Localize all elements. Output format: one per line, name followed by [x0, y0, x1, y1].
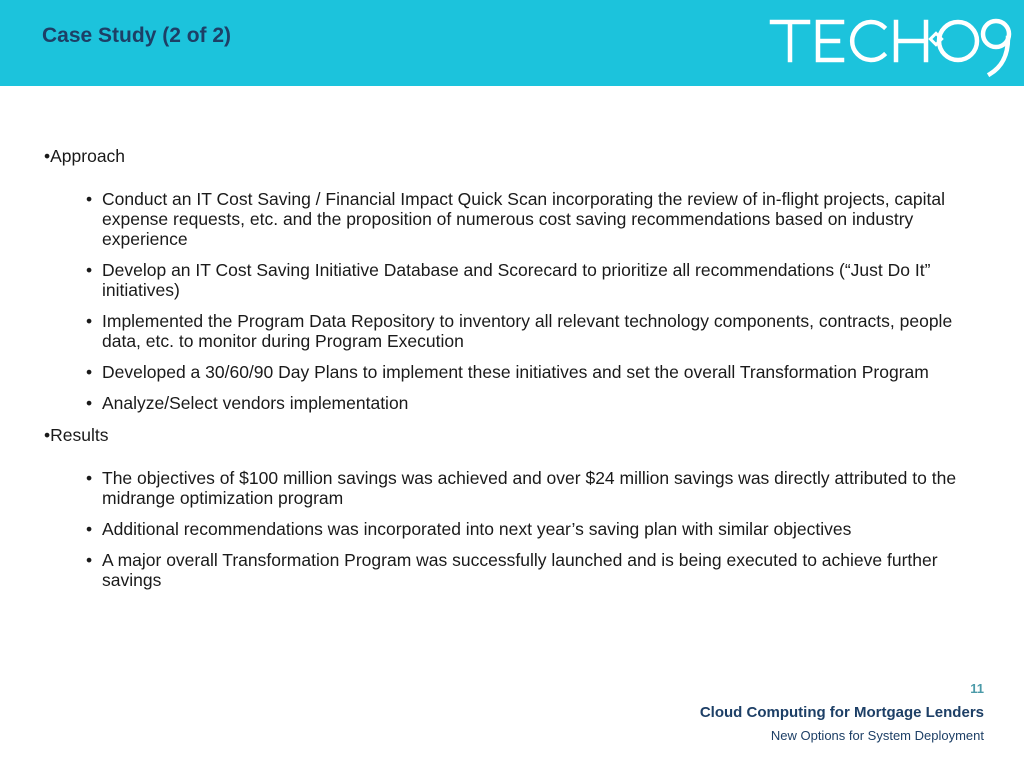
list-item-text: Implemented the Program Data Repository to inventory all relevant technology components, contracts, people data, etc. to monitor during Program Execution	[102, 311, 953, 351]
bullet-icon: •	[86, 468, 93, 488]
slide-content	[44, 146, 984, 601]
section-heading-results: •Results	[44, 425, 109, 445]
list-item	[44, 468, 984, 508]
list-item-text: Additional recommendations was incorporated into next year’s saving plan with similar objectives	[102, 519, 852, 539]
section-heading-approach: •Approach	[44, 146, 126, 166]
header-bar	[0, 0, 1024, 86]
bullet-icon: •	[86, 260, 93, 280]
footer-subtitle: New Options for System Deployment	[770, 728, 984, 743]
list-item	[44, 189, 984, 249]
list-item-text: The objectives of $100 million savings was achieved and over $24 million savings was directly attributed to the midrange optimization program	[102, 468, 957, 508]
bullet-icon: •	[86, 393, 93, 413]
list-item-text: Conduct an IT Cost Saving / Financial Impact Quick Scan incorporating the review of in-flight projects, capital expense requests, etc. and the proposition of numerous cost saving recommendations based on industry experience	[102, 189, 945, 249]
list-item-text: A major overall Transformation Program was successfully launched and is being executed to achieve further savings	[102, 550, 938, 590]
list-item-text: Analyze/Select vendors implementation	[102, 393, 409, 413]
bullet-icon: •	[86, 519, 93, 539]
bullet-icon: •	[86, 311, 93, 331]
list-item	[44, 393, 984, 413]
results-list	[44, 468, 984, 590]
list-item	[44, 311, 984, 351]
list-item-text: Develop an IT Cost Saving Initiative Database and Scorecard to prioritize all recommendations (“Just Do It” initiatives)	[102, 260, 931, 300]
bullet-icon: •	[86, 550, 93, 570]
page-title: Case Study (2 of 2)	[42, 24, 232, 47]
footer-title: Cloud Computing for Mortgage Lenders	[699, 704, 984, 721]
list-item-text: Developed a 30/60/90 Day Plans to implement these initiatives and set the overall Transformation Program	[102, 362, 929, 382]
list-item	[44, 260, 984, 300]
list-item	[44, 362, 984, 382]
page-number: 11	[970, 681, 984, 696]
approach-list	[44, 189, 984, 413]
bullet-icon: •	[86, 189, 93, 209]
tech09-logo	[768, 10, 1016, 80]
tech09-logo-icon	[768, 10, 1016, 80]
bullet-icon: •	[86, 362, 93, 382]
list-item	[44, 550, 984, 590]
list-item	[44, 519, 984, 539]
